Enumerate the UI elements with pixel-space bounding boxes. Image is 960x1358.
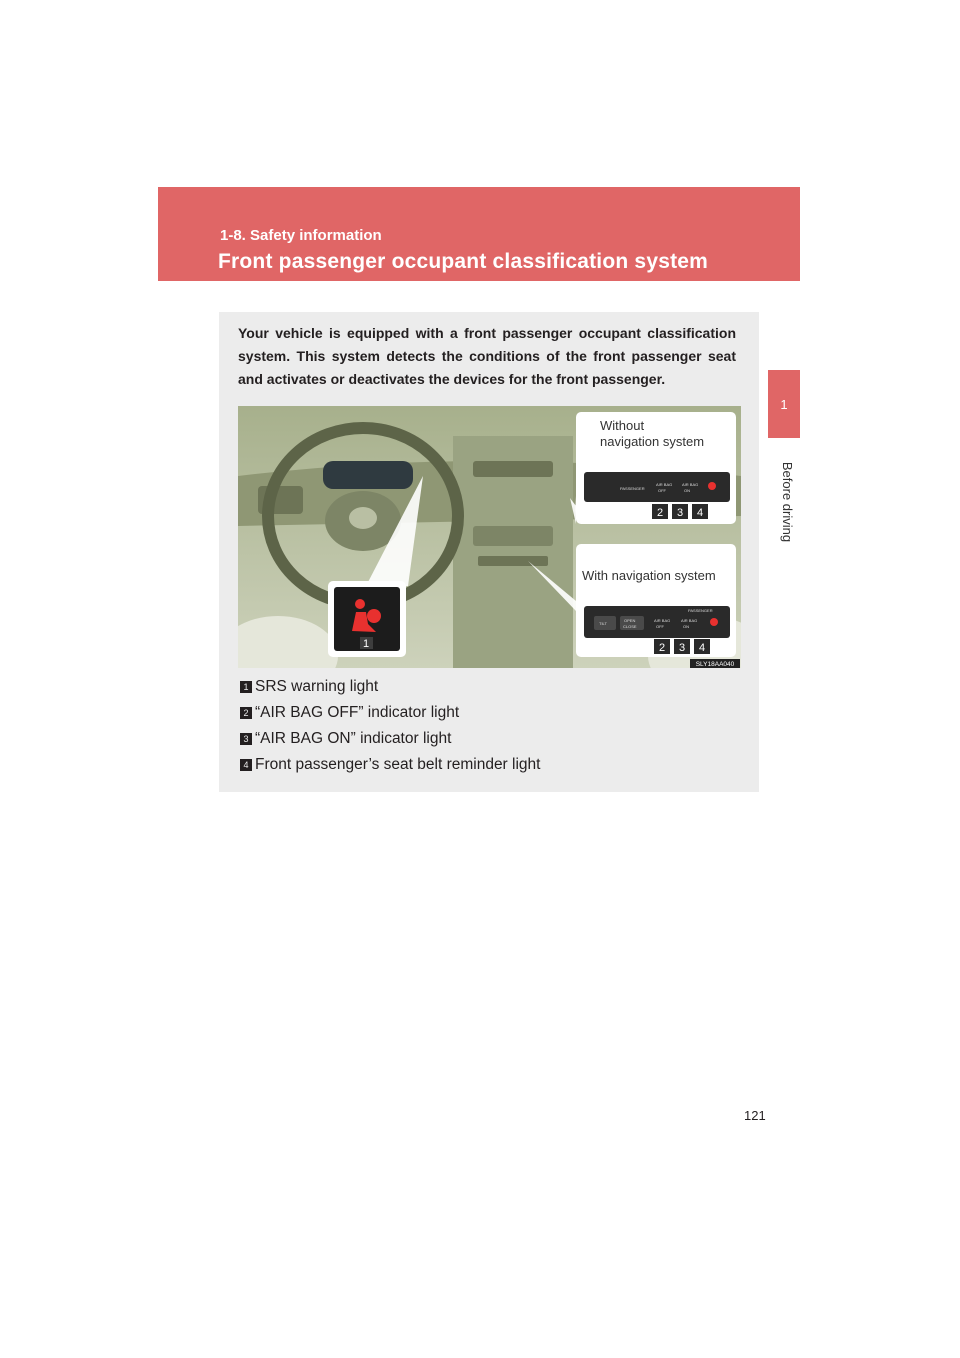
- legend-item: [240, 726, 740, 752]
- svg-text:PASSENGER: PASSENGER: [688, 608, 713, 613]
- page-title: Front passenger occupant classification system: [218, 250, 709, 273]
- legend-number-icon: 3: [240, 733, 252, 745]
- seatbelt-reminder-icon: [710, 618, 718, 626]
- figure-code: SLY18AA040: [695, 661, 735, 668]
- intro-paragraph: Your vehicle is equipped with a front passenger occupant classification system. This system detects the conditions of the front passenger seat and activates or deactivates the devices for the front passenger.: [238, 325, 736, 387]
- legend-number-icon: 2: [240, 707, 252, 719]
- svg-text:AIR BAG: AIR BAG: [681, 618, 698, 623]
- chapter-side-label: Before driving: [780, 461, 795, 543]
- page-number: 121: [744, 1108, 766, 1123]
- legend-item: [240, 700, 740, 726]
- chapter-tab-number: 1: [780, 396, 788, 412]
- marker-1: 1: [362, 638, 370, 650]
- chapter-header: [158, 187, 800, 281]
- svg-text:OPEN: OPEN: [624, 618, 636, 623]
- seatbelt-reminder-icon: [708, 482, 716, 490]
- section-title: 1-8. Safety information: [220, 227, 382, 244]
- svg-text:AIR BAG: AIR BAG: [682, 482, 699, 487]
- callout-without-navigation: [576, 412, 736, 524]
- legend-list: [240, 674, 740, 778]
- legend-text: “AIR BAG ON” indicator light: [255, 730, 452, 747]
- legend-item: [240, 674, 740, 700]
- svg-text:PASSENGER: PASSENGER: [620, 486, 645, 491]
- legend-text: Front passenger’s seat belt reminder light: [255, 756, 541, 773]
- callout-without-line1: Without: [600, 418, 645, 433]
- svg-text:AIR BAG: AIR BAG: [656, 482, 673, 487]
- svg-text:AIR BAG: AIR BAG: [654, 618, 671, 623]
- svg-text:ON: ON: [684, 488, 690, 493]
- legend-item: [240, 752, 740, 778]
- vent-icon: [473, 461, 553, 477]
- svg-text:TILT: TILT: [599, 621, 607, 626]
- marker-2-upper: 2: [656, 507, 664, 519]
- dashboard-svg: [238, 406, 741, 668]
- svg-text:OFF: OFF: [656, 624, 664, 629]
- legend-text: “AIR BAG OFF” indicator light: [255, 704, 460, 721]
- marker-4-upper: 4: [696, 507, 704, 519]
- callout-with-navigation: [576, 544, 736, 657]
- marker-4-lower: 4: [698, 642, 706, 654]
- content-panel: [219, 312, 759, 792]
- svg-text:OFF: OFF: [658, 488, 666, 493]
- svg-text:ON: ON: [683, 624, 689, 629]
- legend-number-icon: 4: [240, 759, 252, 771]
- callout-without-line2: navigation system: [600, 434, 705, 449]
- callout-with-label: With navigation system: [582, 568, 716, 583]
- chapter-tab[interactable]: [768, 370, 800, 438]
- dashboard-illustration: [238, 406, 741, 668]
- marker-3-lower: 3: [678, 642, 686, 654]
- svg-text:CLOSE: CLOSE: [623, 624, 637, 629]
- legend-number-icon: 1: [240, 681, 252, 693]
- marker-3-upper: 3: [676, 507, 684, 519]
- marker-2-lower: 2: [658, 642, 666, 654]
- legend-text: SRS warning light: [255, 678, 379, 695]
- srs-warning-inset: [328, 581, 406, 657]
